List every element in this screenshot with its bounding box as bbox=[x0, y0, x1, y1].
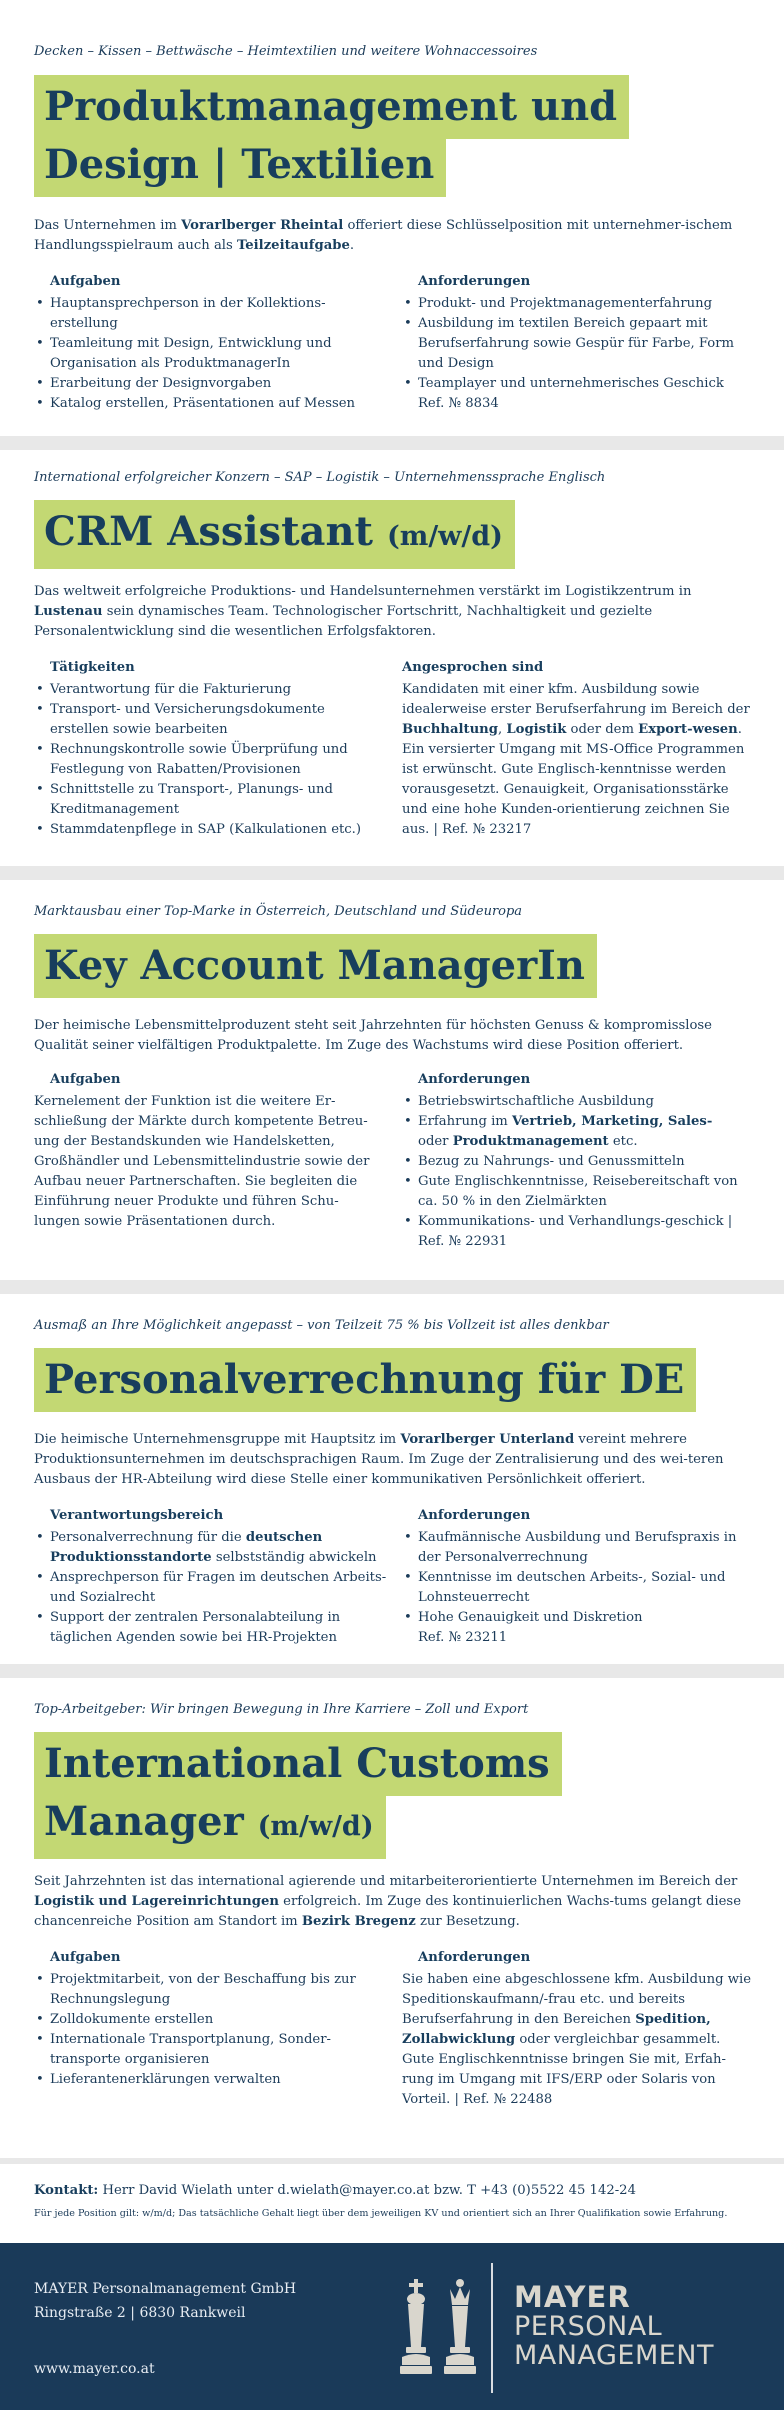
task-list bbox=[34, 680, 384, 840]
right-column bbox=[402, 1506, 754, 1648]
column-heading: Anforderungen bbox=[418, 1508, 531, 1523]
contact-line bbox=[34, 2183, 636, 2198]
intro-text: . bbox=[349, 238, 355, 253]
job-tagline: International erfolgreicher Konzern – SAP – Logistik – Unternehmenssprache Englisch bbox=[34, 470, 606, 485]
job-title-line: International Customs bbox=[44, 1740, 550, 1787]
fineprint: Für jede Position gilt: w/m/d; Das tatsächliche Gehalt liegt über dem jeweiligen KV und orientiert sich an Ihrer Qualifikation sowie Erfahrung. bbox=[34, 2208, 728, 2219]
job-customs-manager bbox=[0, 1678, 784, 2158]
section-divider bbox=[0, 1280, 784, 1294]
job-title bbox=[34, 500, 515, 569]
requirement-text bbox=[402, 680, 754, 840]
list-item: • Teamplayer und unternehmerisches Geschick bbox=[402, 374, 754, 394]
list-item: • Bezug zu Nahrungs- und Genussmitteln bbox=[402, 1152, 754, 1172]
intro-bold: Logistik und Lagereinrichtungen bbox=[34, 1894, 279, 1909]
job-key-account bbox=[0, 880, 784, 1280]
list-item: • Betriebswirtschaftliche Ausbildung bbox=[402, 1092, 754, 1112]
left-column bbox=[34, 1070, 384, 1232]
column-heading: Anforderungen bbox=[418, 274, 531, 289]
list-item: • Teamleitung mit Design, Entwicklung und Organisation als ProduktmanagerIn bbox=[34, 334, 384, 374]
requirement-bold: Buchhaltung bbox=[402, 722, 498, 737]
list-item: • Transport- und Versicherungsdokumente erstellen sowie bearbeiten bbox=[34, 700, 384, 740]
section-divider bbox=[0, 2158, 784, 2164]
left-column bbox=[34, 272, 384, 414]
right-column bbox=[402, 658, 754, 840]
job-title-line: Design | Textilien bbox=[44, 141, 435, 188]
requirement-list bbox=[402, 1528, 754, 1628]
job-produktmanagement bbox=[0, 0, 784, 430]
job-title bbox=[34, 1790, 386, 1859]
job-intro bbox=[34, 216, 754, 256]
job-title-line: Manager bbox=[44, 1798, 244, 1845]
intro-text: sein dynamisches Team. Technologischer Fortschritt, Nachhaltigkeit und gezielte Personalentwicklung sind die wesentlichen Erfolgsfaktoren. bbox=[34, 604, 653, 639]
list-item: • Stammdatenpflege in SAP (Kalkulationen etc.) bbox=[34, 820, 384, 840]
job-personalverrechnung bbox=[0, 1294, 784, 1664]
intro-text: erfolgreich. Im Zuge des kontinuierlichen Wachs-tums gelangt diese chancenreiche Position am Standort im bbox=[34, 1894, 742, 1929]
footer-divider bbox=[491, 2263, 493, 2393]
job-title bbox=[34, 934, 597, 998]
item-part: selbstständig abwickeln bbox=[211, 1550, 377, 1565]
right-column bbox=[402, 272, 754, 414]
list-item: • Katalog erstellen, Präsentationen auf Messen bbox=[34, 394, 384, 414]
intro-text: Das Unternehmen im bbox=[34, 218, 182, 233]
intro-text: Die heimische Unternehmensgruppe mit Hauptsitz im bbox=[34, 1432, 401, 1447]
street-address: Ringstraße 2 | 6830 Rankweil bbox=[34, 2305, 246, 2321]
requirement-part: , bbox=[497, 722, 507, 737]
intro-text: vereint mehrere Produktionsunternehmen im deutschsprachigen Raum. Im Zuge der Zentralisierung und des wei-teren Ausbaus der HR-Abteilung wird diese Stelle einer kommunikativen Persönlichkeit offeriert. bbox=[34, 1432, 724, 1487]
right-column bbox=[402, 1948, 754, 2110]
list-item: • Zolldokumente erstellen bbox=[34, 2010, 384, 2030]
list-item: • Projektmitarbeit, von der Beschaffung bis zur Rechnungslegung bbox=[34, 1970, 384, 2010]
job-intro bbox=[34, 582, 754, 642]
requirement-text bbox=[402, 1970, 754, 2110]
column-heading: Verantwortungsbereich bbox=[50, 1508, 224, 1523]
list-item: • Rechnungskontrolle sowie Überprüfung und Festlegung von Rabatten/Provisionen bbox=[34, 740, 384, 780]
job-title bbox=[34, 1348, 696, 1412]
job-tagline: Decken – Kissen – Bettwäsche – Heimtextilien und weitere Wohnaccessoires bbox=[34, 44, 538, 59]
list-item: • Support der zentralen Personalabteilung in täglichen Agenden sowie bei HR-Projekten bbox=[34, 1608, 394, 1648]
item-part: Personalverrechnung für die bbox=[50, 1530, 246, 1545]
requirement-part: oder vergleichbar gesammelt. Gute Englischkenntnisse bringen Sie mit, Erfah-rung im Umgang mit IFS/ERP oder Solaris von Vorteil. | Ref. № 22488 bbox=[402, 2032, 726, 2107]
job-tagline: Top-Arbeitgeber: Wir bringen Bewegung in Ihre Karriere – Zoll und Export bbox=[34, 1702, 529, 1717]
list-item: • Internationale Transportplanung, Sonder-transporte organisieren bbox=[34, 2030, 384, 2070]
requirement-list bbox=[402, 1092, 754, 1252]
intro-text: Seit Jahrzehnten ist das international agierende und mitarbeiterorientierte Unternehmen im Bereich der bbox=[34, 1874, 738, 1889]
left-column bbox=[34, 658, 384, 840]
job-title-text: CRM Assistant bbox=[44, 508, 374, 555]
brand-line: MAYER bbox=[514, 2280, 631, 2314]
item-bold: Vertrieb, Marketing, Sales- bbox=[512, 1114, 713, 1129]
chess-king-icon bbox=[398, 2277, 434, 2377]
item-part: etc. bbox=[608, 1134, 638, 1149]
brand-line: MANAGEMENT bbox=[514, 2340, 714, 2371]
requirement-list bbox=[402, 294, 754, 394]
column-heading: Anforderungen bbox=[418, 1950, 531, 1965]
list-item bbox=[34, 1528, 394, 1568]
item-bold: deutschen Produktionsstandorte bbox=[50, 1530, 323, 1565]
job-title bbox=[34, 75, 629, 139]
section-divider bbox=[0, 866, 784, 880]
requirement-bold: Export-wesen bbox=[638, 722, 738, 737]
job-title-suffix: (m/w/d) bbox=[386, 521, 503, 552]
task-list bbox=[34, 1970, 384, 2090]
intro-text: zur Besetzung. bbox=[415, 1914, 520, 1929]
requirement-bold: Logistik bbox=[506, 722, 567, 737]
section-divider bbox=[0, 1664, 784, 1678]
task-text: Kernelement der Funktion ist die weitere Er-schließung der Märkte durch kompetente Betreu-ung der Bestandskunden wie Handelsketten, Großhändler und Lebensmittelindustrie sowie der Aufbau neuer Partnerschaften. Sie begleiten die Einführung neuer Produkte und führen Schu-lungen sowie Präsentationen durch. bbox=[34, 1094, 370, 1229]
contact-details[interactable]: Herr David Wielath unter d.wielath@mayer.co.at bzw. T +43 (0)5522 45 142-24 bbox=[98, 2183, 636, 2198]
requirement-part: Kandidaten mit einer kfm. Ausbildung sowie idealerweise erster Berufserfahrung im Bereich der bbox=[402, 682, 750, 717]
reference-number: Ref. № 23211 bbox=[418, 1630, 508, 1645]
footer bbox=[0, 2243, 784, 2410]
column-heading: Aufgaben bbox=[50, 1950, 121, 1965]
list-item: • Kaufmännische Ausbildung und Berufspraxis in der Personalverrechnung bbox=[402, 1528, 754, 1568]
column-heading: Anforderungen bbox=[418, 1072, 531, 1087]
task-list bbox=[34, 1528, 394, 1648]
job-title bbox=[34, 1732, 562, 1796]
list-item: • Kenntnisse im deutschen Arbeits-, Sozial- und Lohnsteuerrecht bbox=[402, 1568, 754, 1608]
contact-label: Kontakt: bbox=[34, 2183, 99, 2198]
requirement-bold: Spedition, Zollabwicklung bbox=[402, 2012, 711, 2047]
list-item: • Hohe Genauigkeit und Diskretion bbox=[402, 1608, 754, 1628]
company-name: MAYER Personalmanagement GmbH bbox=[34, 2281, 297, 2297]
reference-number: Ref. № 8834 bbox=[418, 396, 499, 411]
intro-text: Das weltweit erfolgreiche Produktions- und Handelsunternehmen verstärkt im Logistikzentrum in bbox=[34, 584, 692, 599]
list-item: • Gute Englischkenntnisse, Reisebereitschaft von ca. 50 % in den Zielmärkten bbox=[402, 1172, 754, 1212]
chess-queen-icon bbox=[442, 2277, 478, 2377]
list-item bbox=[402, 1112, 754, 1152]
company-address bbox=[34, 2277, 296, 2325]
job-crm-assistant bbox=[0, 450, 784, 858]
intro-bold: Bezirk Bregenz bbox=[301, 1914, 416, 1929]
list-item: • Lieferantenerklärungen verwalten bbox=[34, 2070, 384, 2090]
intro-text: offeriert diese Schlüsselposition mit unternehmer-ischem Handlungsspielraum auch als bbox=[34, 218, 733, 253]
task-list bbox=[34, 294, 384, 414]
job-title-suffix: (m/w/d) bbox=[257, 1811, 374, 1842]
requirement-part: oder dem bbox=[566, 722, 639, 737]
section-divider bbox=[0, 436, 784, 450]
brand-line: PERSONAL bbox=[514, 2311, 663, 2342]
list-item: • Schnittstelle zu Transport-, Planungs- und Kreditmanagement bbox=[34, 780, 384, 820]
item-bold: Produktmanagement bbox=[452, 1134, 609, 1149]
job-title-text: Personalverrechnung für DE bbox=[44, 1356, 685, 1403]
job-intro bbox=[34, 1430, 754, 1490]
list-item: • Ansprechperson für Fragen im deutschen Arbeits- und Sozialrecht bbox=[34, 1568, 394, 1608]
requirement-part: Sie haben eine abgeschlossene kfm. Ausbildung wie Speditionskaufmann/-frau etc. und bereits Berufserfahrung in den Bereichen bbox=[402, 1972, 752, 2027]
item-part: oder bbox=[418, 1134, 453, 1149]
job-tagline: Ausmaß an Ihre Möglichkeit angepasst – von Teilzeit 75 % bis Vollzeit ist alles denkbar bbox=[34, 1318, 609, 1333]
intro-bold: Teilzeitaufgabe bbox=[236, 238, 350, 253]
left-column bbox=[34, 1506, 394, 1648]
left-column bbox=[34, 1948, 384, 2090]
item-part: Erfahrung im bbox=[418, 1114, 513, 1129]
column-heading: Tätigkeiten bbox=[50, 660, 135, 675]
requirement-part: . Ein versierter Umgang mit MS-Office Programmen ist erwünscht. Gute Englisch-kenntnisse werden vorausgesetzt. Genauigkeit, Organisationsstärke und eine hohe Kunden-orientierung zeichnen Sie aus. | Ref. № 23217 bbox=[402, 722, 745, 837]
website-link[interactable]: www.mayer.co.at bbox=[34, 2361, 155, 2377]
intro-bold: Vorarlberger Rheintal bbox=[181, 218, 344, 233]
list-item: • Erarbeitung der Designvorgaben bbox=[34, 374, 384, 394]
intro-bold: Lustenau bbox=[34, 604, 103, 619]
list-item: • Hauptansprechperson in der Kollektions-erstellung bbox=[34, 294, 384, 334]
job-intro: Der heimische Lebensmittelproduzent steht seit Jahrzehnten für höchsten Genuss & kompromisslose Qualität seiner vielfältigen Produktpalette. Im Zuge des Wachstums wird diese Position offeriert. bbox=[34, 1018, 712, 1053]
job-title-text: Key Account ManagerIn bbox=[44, 942, 585, 989]
job-title-line: Produktmanagement und bbox=[44, 83, 618, 130]
intro-bold: Vorarlberger Unterland bbox=[400, 1432, 575, 1447]
column-heading: Aufgaben bbox=[50, 274, 121, 289]
list-item: • Produkt- und Projektmanagementerfahrung bbox=[402, 294, 754, 314]
list-item: • Verantwortung für die Fakturierung bbox=[34, 680, 384, 700]
job-tagline: Marktausbau einer Top-Marke in Österreich, Deutschland und Südeuropa bbox=[34, 904, 523, 919]
right-column bbox=[402, 1070, 754, 1252]
column-heading: Aufgaben bbox=[50, 1072, 121, 1087]
brand-logo bbox=[514, 2280, 714, 2371]
column-heading: Angesprochen sind bbox=[402, 660, 544, 675]
job-title bbox=[34, 133, 446, 197]
list-item: • Ausbildung im textilen Bereich gepaart mit Berufserfahrung sowie Gespür für Farbe, Form und Design bbox=[402, 314, 754, 374]
job-intro bbox=[34, 1872, 754, 1932]
list-item: • Kommunikations- und Verhandlungs-geschick | Ref. № 22931 bbox=[402, 1212, 754, 1252]
